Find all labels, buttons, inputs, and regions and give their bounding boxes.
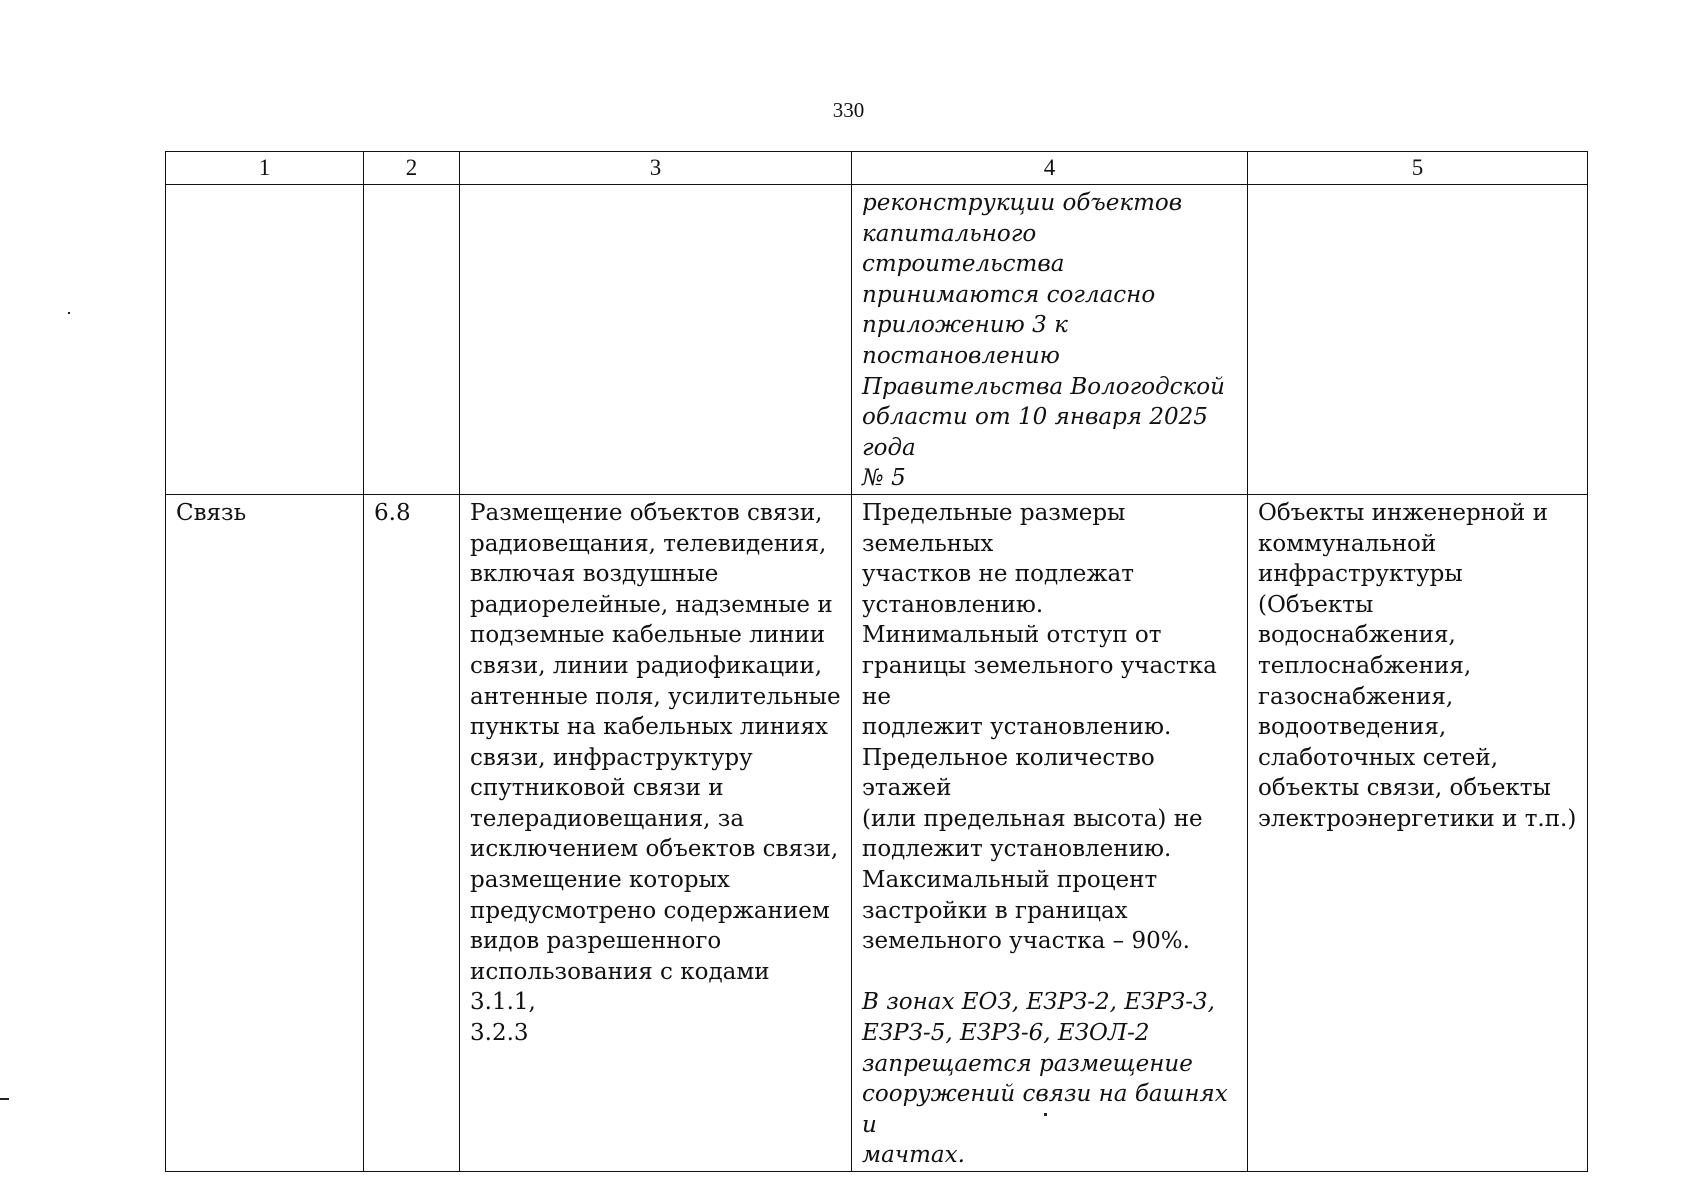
cont-col4-line: капитального строительства bbox=[862, 220, 1065, 278]
auxiliary-line: электроэнергетики и т.п.) bbox=[1258, 805, 1577, 832]
description-line: исключением объектов связи, bbox=[470, 836, 839, 863]
restriction-line: ЕЗРЗ-5, ЕЗРЗ-6, ЕЗОЛ-2 bbox=[862, 1020, 1150, 1047]
header-cell-4: 4 bbox=[852, 152, 1248, 185]
restriction-line: сооружений связи на башнях и bbox=[862, 1081, 1228, 1138]
description-line: использования с кодами 3.1.1, bbox=[470, 958, 770, 1016]
restriction-line: В зонах ЕОЗ, ЕЗРЗ-2, ЕЗРЗ-3, bbox=[862, 989, 1215, 1016]
restriction-line: запрещается размещение bbox=[862, 1050, 1193, 1077]
auxiliary-line: водоотведения, bbox=[1258, 714, 1447, 741]
parameter-line: установлению. bbox=[862, 591, 1044, 618]
restriction-line: мачтах. bbox=[862, 1142, 965, 1169]
parameter-line: земельного участка – 90%. bbox=[862, 928, 1190, 955]
description-line: пункты на кабельных линиях bbox=[470, 714, 828, 741]
use-type-name: Связь bbox=[166, 494, 364, 1171]
auxiliary-line: водоснабжения, bbox=[1258, 622, 1456, 649]
description-line: связи, линии радиофикации, bbox=[470, 652, 823, 679]
cont-col4-line: № 5 bbox=[862, 465, 906, 492]
auxiliary-line: коммунальной bbox=[1258, 530, 1437, 557]
cont-cell-4 bbox=[852, 185, 1248, 495]
description-line: предусмотрено содержанием bbox=[470, 897, 830, 924]
header-cell-1: 1 bbox=[166, 152, 364, 185]
table-header-row bbox=[166, 152, 1588, 185]
header-cell-2: 2 bbox=[364, 152, 460, 185]
auxiliary-line: объекты связи, объекты bbox=[1258, 775, 1551, 802]
cont-col4-line: реконструкции объектов bbox=[862, 190, 1183, 216]
regulations-table bbox=[165, 151, 1588, 1172]
table-row-svyaz bbox=[166, 494, 1588, 1171]
parameter-line: застройки в границах bbox=[862, 897, 1128, 924]
use-type-description bbox=[460, 494, 852, 1171]
auxiliary-uses-cell bbox=[1248, 494, 1588, 1171]
description-line: видов разрешенного bbox=[470, 928, 722, 955]
auxiliary-line: инфраструктуры (Объекты bbox=[1258, 561, 1463, 618]
scan-mark bbox=[1044, 1113, 1047, 1116]
parameter-line: Предельное количество этажей bbox=[862, 744, 1155, 802]
paragraph-gap bbox=[862, 957, 1237, 988]
cont-cell-5 bbox=[1248, 185, 1588, 495]
cont-cell-1 bbox=[166, 185, 364, 495]
parameter-line: Максимальный процент bbox=[862, 867, 1158, 894]
parameter-line: Предельные размеры земельных bbox=[862, 499, 1126, 557]
cont-cell-2 bbox=[364, 185, 460, 495]
cont-cell-3 bbox=[460, 185, 852, 495]
page-number: 330 bbox=[832, 98, 865, 122]
description-line: радиовещания, телевидения, bbox=[470, 530, 827, 557]
description-line: Размещение объектов связи, bbox=[470, 499, 823, 526]
cont-col4-line: Правительства Вологодской bbox=[862, 373, 1225, 400]
parameters-cell bbox=[852, 494, 1248, 1171]
parameter-line: участков не подлежат bbox=[862, 561, 1134, 588]
description-line: радиорелейные, надземные и bbox=[470, 591, 833, 618]
cont-col4-line: приложению 3 к постановлению bbox=[862, 312, 1068, 369]
description-line: 3.2.3 bbox=[470, 1020, 529, 1047]
parameter-line: Минимальный отступ от bbox=[862, 622, 1162, 649]
parameter-line: границы земельного участка не bbox=[862, 652, 1217, 710]
auxiliary-line: газоснабжения, bbox=[1258, 683, 1454, 710]
parameter-line: подлежит установлению. bbox=[862, 836, 1172, 863]
scan-mark bbox=[0, 1098, 9, 1100]
scan-mark bbox=[68, 312, 70, 314]
description-line: антенные поля, усилительные bbox=[470, 683, 841, 710]
header-cell-3: 3 bbox=[460, 152, 852, 185]
cont-col4-line: области от 10 января 2025 года bbox=[862, 404, 1208, 461]
description-line: связи, инфраструктуру bbox=[470, 744, 753, 771]
description-line: размещение которых bbox=[470, 867, 730, 894]
parameter-line: (или предельная высота) не bbox=[862, 805, 1203, 832]
cont-col4-line: принимаются согласно bbox=[862, 281, 1156, 308]
use-type-code: 6.8 bbox=[364, 494, 460, 1171]
description-line: подземные кабельные линии bbox=[470, 622, 826, 649]
header-cell-5: 5 bbox=[1248, 152, 1588, 185]
parameter-line: подлежит установлению. bbox=[862, 714, 1172, 741]
auxiliary-line: теплоснабжения, bbox=[1258, 652, 1472, 679]
auxiliary-line: слаботочных сетей, bbox=[1258, 744, 1499, 771]
auxiliary-line: Объекты инженерной и bbox=[1258, 499, 1548, 526]
description-line: включая воздушные bbox=[470, 561, 719, 588]
description-line: спутниковой связи и bbox=[470, 775, 724, 802]
table-row-continuation bbox=[166, 185, 1588, 495]
description-line: телерадиовещания, за bbox=[470, 805, 745, 832]
